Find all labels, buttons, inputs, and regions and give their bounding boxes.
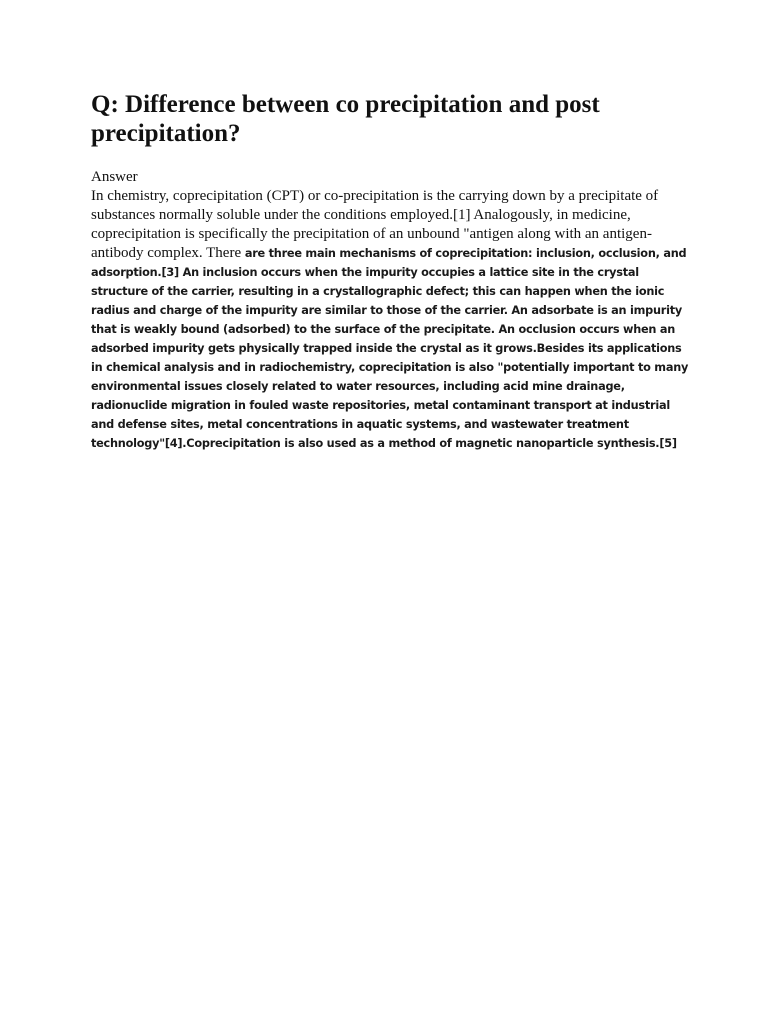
document-page [91, 90, 691, 453]
question-title: Q: Difference between co precipitation and post precipitation? [91, 91, 600, 147]
answer-body-serif: In chemistry, coprecipitation (CPT) or co-precipitation is the carrying down by a precipitate of substances normally soluble under the conditions employed.[1] Analogously, in medicine, coprecipitation is specifically the precipitation of an unbound "antigen along with an antigen-antibody complex. There [91, 188, 659, 261]
answer-body-sans: are three main mechanisms of coprecipitation: inclusion, occlusion, and adsorption.[3] An inclusion occurs when the impurity occupies a lattice site in the crystal structure of the carrier, resulting in a crystallographic defect; this can happen when the ionic radius and charge of the impurity are similar to those of the carrier. An adsorbate is an impurity that is weakly bound (adsorbed) to the surface of the precipitate. An occlusion occurs when an adsorbed impurity gets physically trapped inside the crystal as it grows.Besides its applications in chemical analysis and in radiochemistry, coprecipitation is also "potentially important to many environmental issues closely related to water resources, including acid mine drainage, radionuclide migration in fouled waste repositories, metal contaminant transport at industrial and defense sites, metal concentrations in aquatic systems, and wastewater treatment technology"[4].Coprecipitation is also used as a method of magnetic nanoparticle synthesis.[5] [91, 247, 689, 450]
answer-label: Answer [91, 169, 138, 185]
answer-body [91, 187, 691, 453]
